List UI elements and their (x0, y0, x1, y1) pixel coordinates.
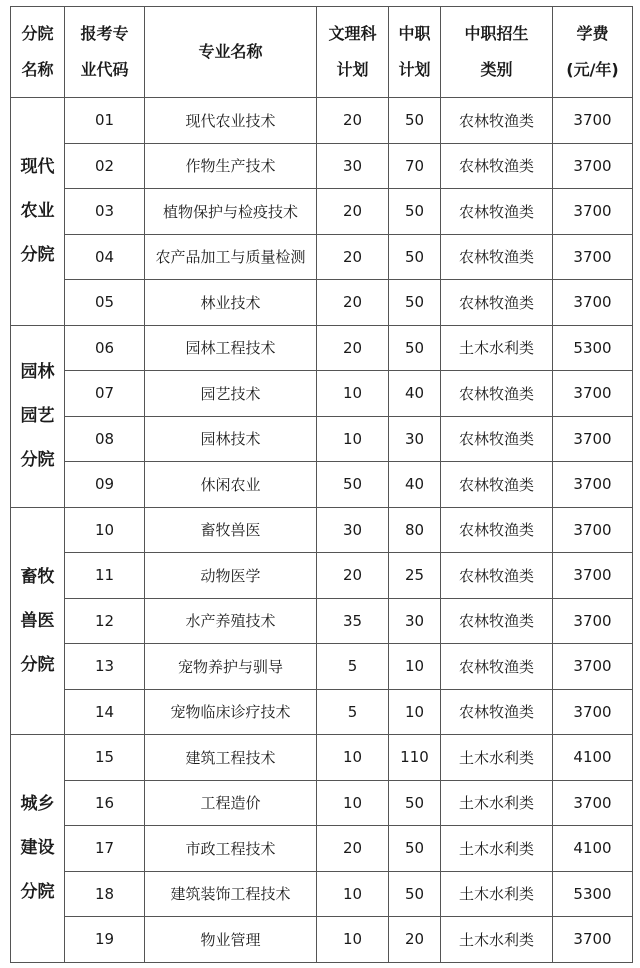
table-row (11, 598, 633, 644)
table-row (11, 234, 633, 280)
cell-plan-vocational: 50 (389, 98, 441, 144)
cell-fee: 3700 (553, 689, 633, 735)
cell-major: 物业管理 (145, 917, 317, 963)
cell-major: 园林工程技术 (145, 325, 317, 371)
cell-plan-general: 30 (317, 143, 389, 189)
cell-plan-vocational: 50 (389, 826, 441, 872)
cell-code: 04 (65, 234, 145, 280)
cell-fee: 3700 (553, 143, 633, 189)
cell-plan-general: 10 (317, 735, 389, 781)
cell-category: 农林牧渔类 (441, 189, 553, 235)
cell-plan-general: 20 (317, 234, 389, 280)
header-major: 专业名称 (145, 7, 317, 98)
cell-fee: 5300 (553, 325, 633, 371)
cell-code: 03 (65, 189, 145, 235)
cell-code: 09 (65, 462, 145, 508)
table-row (11, 371, 633, 417)
table-row (11, 689, 633, 735)
header-fee: 学费 (元/年) (553, 7, 633, 98)
cell-major: 植物保护与检疫技术 (145, 189, 317, 235)
table-row (11, 98, 633, 144)
cell-major: 畜牧兽医 (145, 507, 317, 553)
cell-plan-vocational: 50 (389, 189, 441, 235)
cell-category: 农林牧渔类 (441, 644, 553, 690)
enrollment-table (10, 6, 633, 963)
cell-category: 农林牧渔类 (441, 98, 553, 144)
cell-plan-general: 5 (317, 644, 389, 690)
table-row (11, 826, 633, 872)
cell-plan-vocational: 25 (389, 553, 441, 599)
cell-category: 农林牧渔类 (441, 143, 553, 189)
cell-code: 14 (65, 689, 145, 735)
cell-category: 农林牧渔类 (441, 280, 553, 326)
table-row (11, 917, 633, 963)
cell-fee: 3700 (553, 416, 633, 462)
table-body (11, 98, 633, 963)
table-row (11, 325, 633, 371)
cell-fee: 3700 (553, 98, 633, 144)
header-row (11, 7, 633, 98)
cell-plan-general: 10 (317, 416, 389, 462)
cell-major: 农产品加工与质量检测 (145, 234, 317, 280)
cell-category: 农林牧渔类 (441, 507, 553, 553)
cell-major: 市政工程技术 (145, 826, 317, 872)
cell-plan-vocational: 50 (389, 871, 441, 917)
cell-plan-general: 20 (317, 325, 389, 371)
cell-major: 动物医学 (145, 553, 317, 599)
table-row (11, 416, 633, 462)
cell-plan-vocational: 110 (389, 735, 441, 781)
cell-plan-general: 10 (317, 780, 389, 826)
cell-plan-general: 10 (317, 371, 389, 417)
header-category: 中职招生 类别 (441, 7, 553, 98)
cell-major: 林业技术 (145, 280, 317, 326)
cell-fee: 4100 (553, 826, 633, 872)
cell-plan-vocational: 50 (389, 325, 441, 371)
cell-fee: 5300 (553, 871, 633, 917)
cell-plan-vocational: 30 (389, 598, 441, 644)
cell-code: 06 (65, 325, 145, 371)
cell-plan-general: 20 (317, 98, 389, 144)
cell-plan-vocational: 10 (389, 689, 441, 735)
cell-plan-vocational: 40 (389, 462, 441, 508)
cell-fee: 3700 (553, 280, 633, 326)
cell-code: 18 (65, 871, 145, 917)
cell-plan-vocational: 80 (389, 507, 441, 553)
cell-plan-vocational: 50 (389, 234, 441, 280)
cell-plan-vocational: 50 (389, 780, 441, 826)
cell-code: 07 (65, 371, 145, 417)
cell-major: 园林技术 (145, 416, 317, 462)
cell-fee: 3700 (553, 553, 633, 599)
cell-code: 05 (65, 280, 145, 326)
cell-major: 工程造价 (145, 780, 317, 826)
cell-plan-general: 35 (317, 598, 389, 644)
cell-major: 休闲农业 (145, 462, 317, 508)
cell-code: 12 (65, 598, 145, 644)
cell-major: 建筑装饰工程技术 (145, 871, 317, 917)
cell-plan-general: 10 (317, 871, 389, 917)
header-plan-vocational: 中职 计划 (389, 7, 441, 98)
cell-plan-general: 20 (317, 553, 389, 599)
cell-code: 13 (65, 644, 145, 690)
table-row (11, 644, 633, 690)
cell-plan-vocational: 50 (389, 280, 441, 326)
table-row (11, 143, 633, 189)
cell-major: 现代农业技术 (145, 98, 317, 144)
cell-plan-vocational: 10 (389, 644, 441, 690)
cell-fee: 3700 (553, 371, 633, 417)
cell-fee: 3700 (553, 780, 633, 826)
cell-major: 作物生产技术 (145, 143, 317, 189)
cell-code: 17 (65, 826, 145, 872)
cell-major: 宠物临床诊疗技术 (145, 689, 317, 735)
cell-category: 农林牧渔类 (441, 689, 553, 735)
cell-code: 19 (65, 917, 145, 963)
cell-fee: 3700 (553, 507, 633, 553)
cell-fee: 3700 (553, 644, 633, 690)
cell-plan-vocational: 20 (389, 917, 441, 963)
cell-code: 01 (65, 98, 145, 144)
table-row (11, 871, 633, 917)
table-row (11, 189, 633, 235)
table-row (11, 507, 633, 553)
table-row (11, 462, 633, 508)
cell-fee: 3700 (553, 917, 633, 963)
cell-code: 02 (65, 143, 145, 189)
cell-category: 农林牧渔类 (441, 371, 553, 417)
cell-fee: 3700 (553, 598, 633, 644)
cell-category: 土木水利类 (441, 917, 553, 963)
cell-category: 土木水利类 (441, 780, 553, 826)
table-row (11, 553, 633, 599)
cell-fee: 3700 (553, 462, 633, 508)
cell-plan-general: 20 (317, 826, 389, 872)
table-row (11, 280, 633, 326)
cell-plan-general: 5 (317, 689, 389, 735)
dept-name: 园林 园艺 分院 (11, 325, 65, 507)
header-plan-general: 文理科 计划 (317, 7, 389, 98)
cell-category: 土木水利类 (441, 826, 553, 872)
cell-category: 农林牧渔类 (441, 416, 553, 462)
dept-name: 现代 农业 分院 (11, 98, 65, 326)
cell-code: 08 (65, 416, 145, 462)
cell-category: 农林牧渔类 (441, 553, 553, 599)
cell-fee: 3700 (553, 234, 633, 280)
table-row (11, 735, 633, 781)
header-dept: 分院 名称 (11, 7, 65, 98)
cell-code: 10 (65, 507, 145, 553)
cell-plan-general: 20 (317, 189, 389, 235)
cell-category: 农林牧渔类 (441, 462, 553, 508)
cell-major: 园艺技术 (145, 371, 317, 417)
cell-plan-vocational: 40 (389, 371, 441, 417)
table-header (11, 7, 633, 98)
cell-plan-vocational: 30 (389, 416, 441, 462)
cell-code: 16 (65, 780, 145, 826)
cell-category: 土木水利类 (441, 735, 553, 781)
cell-plan-general: 20 (317, 280, 389, 326)
cell-category: 农林牧渔类 (441, 598, 553, 644)
cell-major: 水产养殖技术 (145, 598, 317, 644)
cell-plan-general: 30 (317, 507, 389, 553)
cell-major: 宠物养护与驯导 (145, 644, 317, 690)
cell-category: 农林牧渔类 (441, 234, 553, 280)
cell-category: 土木水利类 (441, 325, 553, 371)
cell-fee: 4100 (553, 735, 633, 781)
cell-fee: 3700 (553, 189, 633, 235)
cell-category: 土木水利类 (441, 871, 553, 917)
cell-plan-vocational: 70 (389, 143, 441, 189)
cell-plan-general: 50 (317, 462, 389, 508)
cell-major: 建筑工程技术 (145, 735, 317, 781)
dept-name: 城乡 建设 分院 (11, 735, 65, 963)
header-code: 报考专 业代码 (65, 7, 145, 98)
cell-plan-general: 10 (317, 917, 389, 963)
dept-name: 畜牧 兽医 分院 (11, 507, 65, 735)
cell-code: 11 (65, 553, 145, 599)
table-row (11, 780, 633, 826)
cell-code: 15 (65, 735, 145, 781)
